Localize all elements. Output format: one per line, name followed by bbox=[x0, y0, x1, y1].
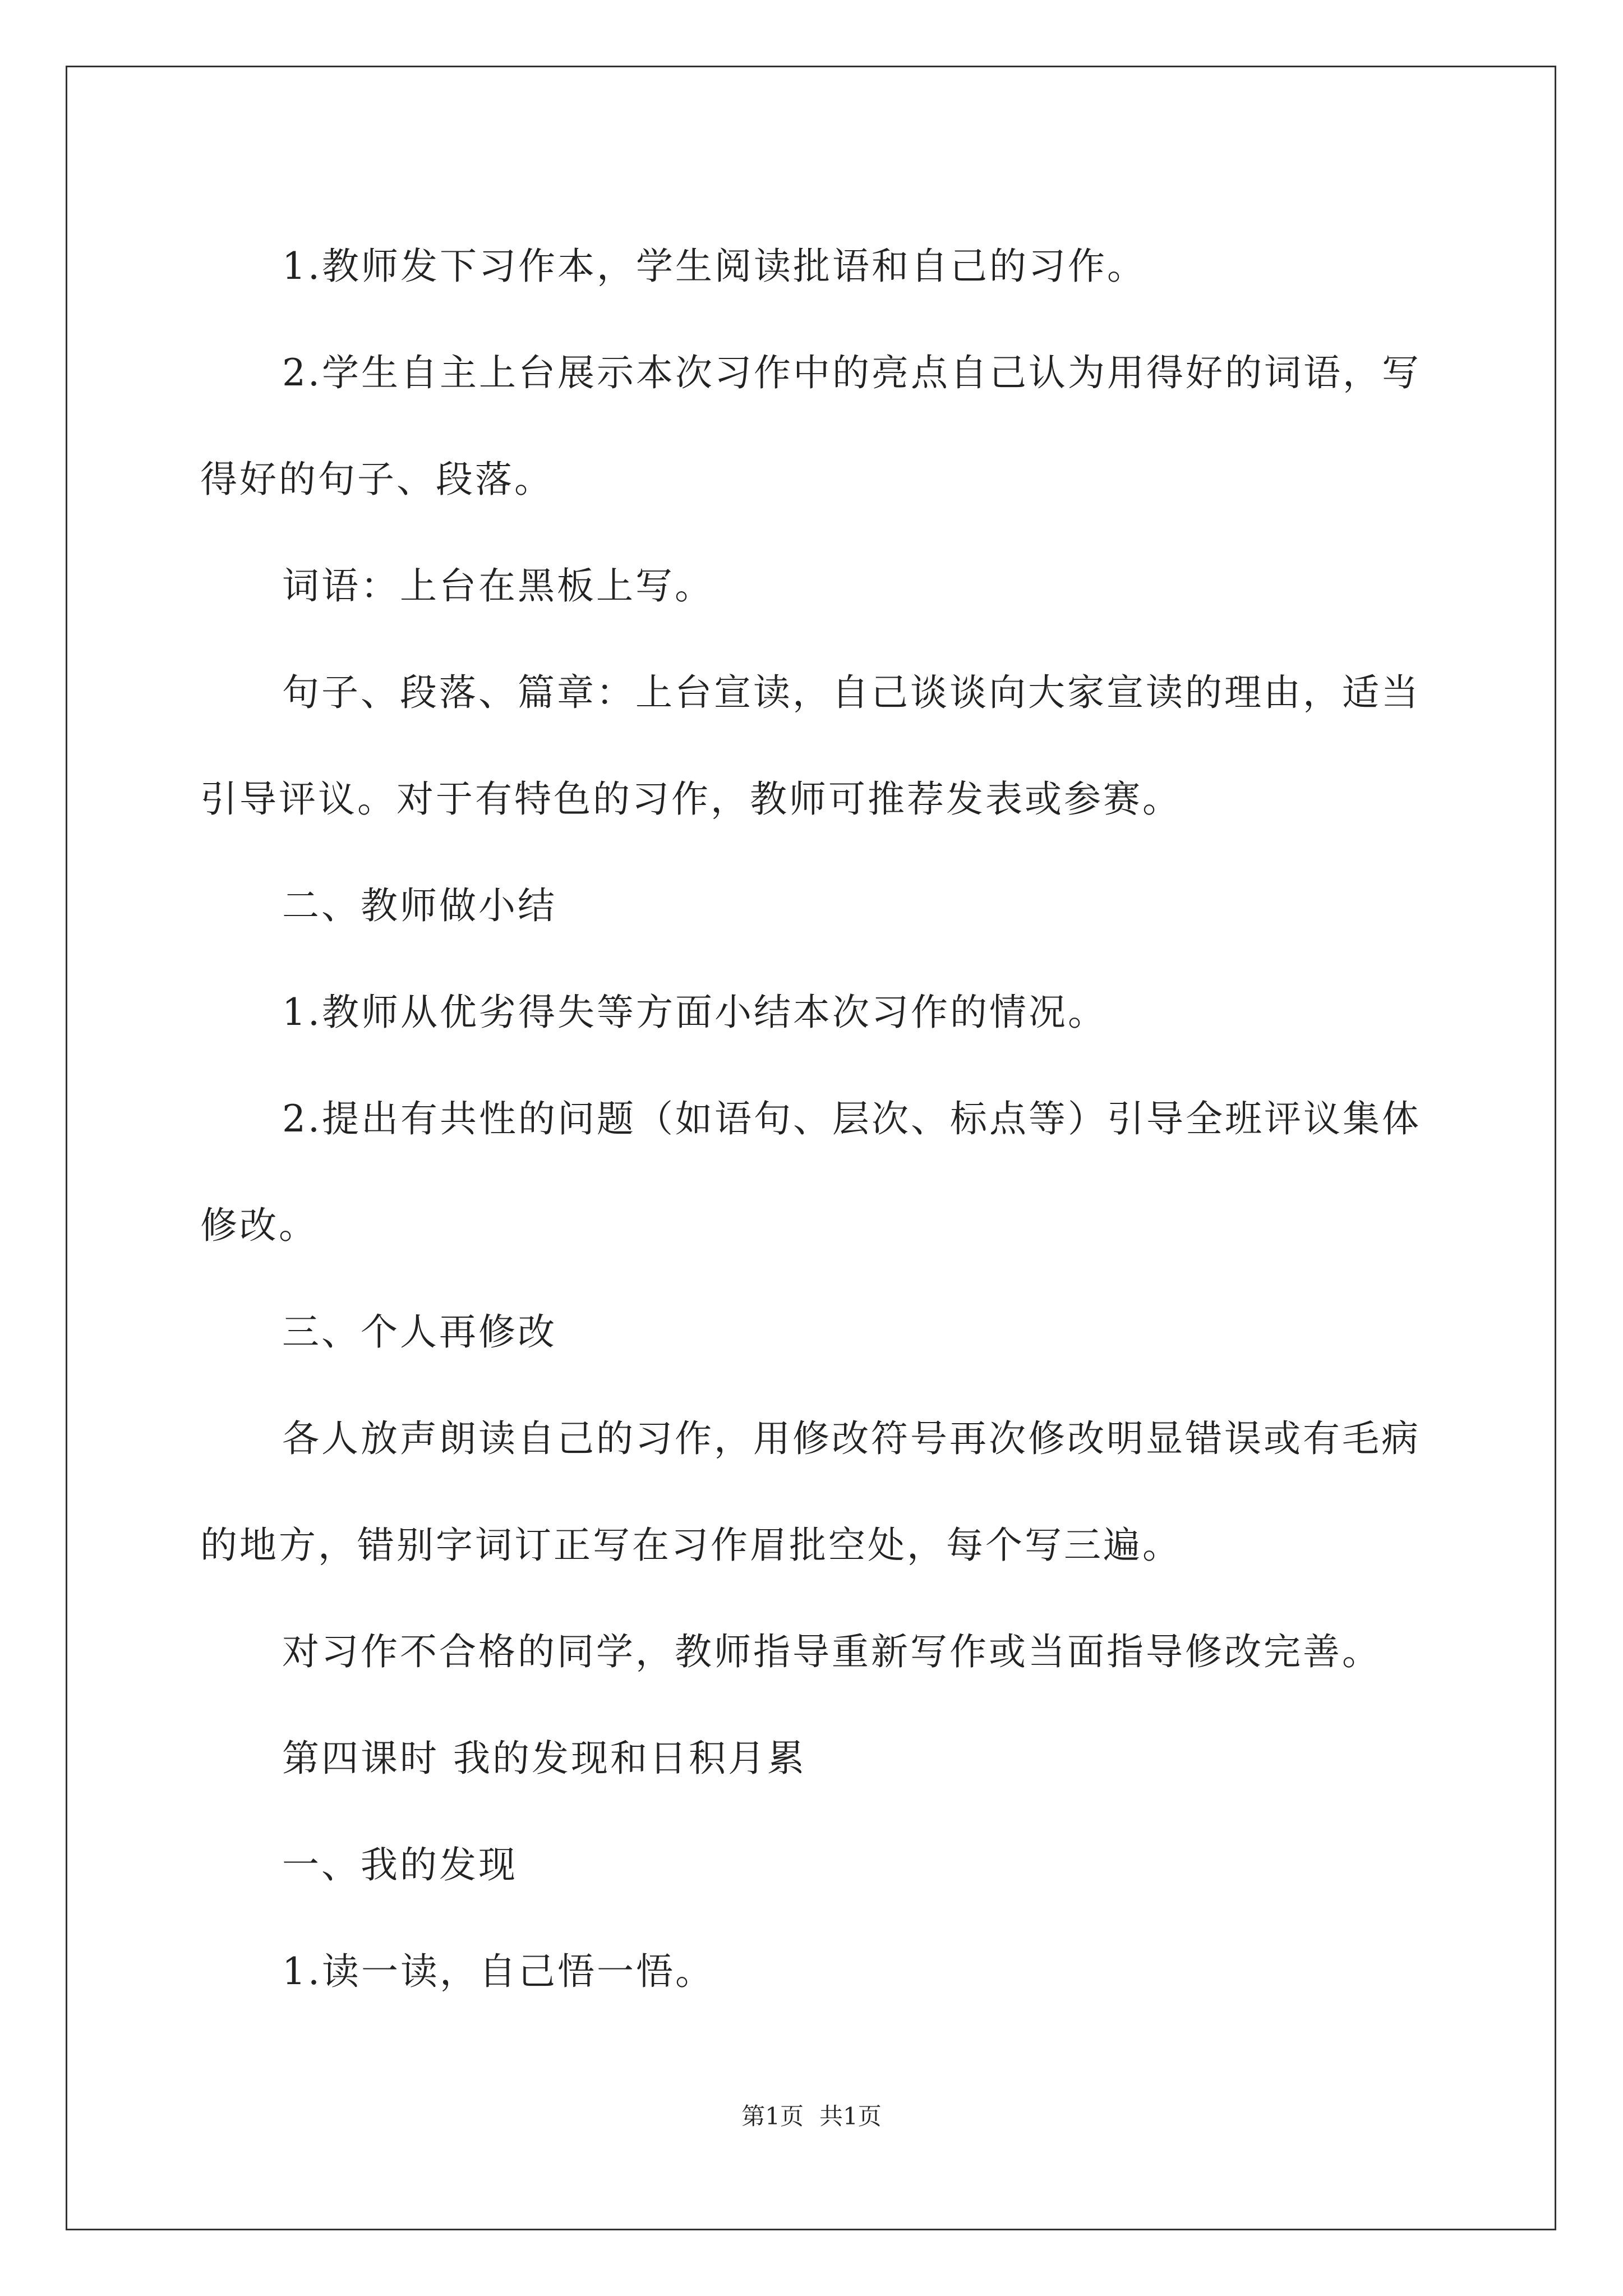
paragraph: 对习作不合格的同学，教师指导重新写作或当面指导修改完善。 bbox=[282, 1630, 1381, 1673]
section-heading: 一、我的发现 bbox=[282, 1843, 518, 1887]
section-heading: 二、教师做小结 bbox=[282, 884, 557, 927]
page-footer bbox=[0, 2098, 1623, 2132]
paragraph: 1.教师发下习作本，学生阅读批语和自己的习作。 bbox=[282, 245, 1146, 288]
document-body bbox=[200, 213, 1426, 2025]
paragraph: 2.提出有共性的问题（如语句、层次、标点等）引导全班评议集体修改。 bbox=[200, 1097, 1421, 1247]
section-heading: 三、个人再修改 bbox=[282, 1310, 557, 1354]
lesson-heading: 第四课时 我的发现和日积月累 bbox=[282, 1737, 806, 1780]
paragraph: 1.读一读，自己悟一悟。 bbox=[282, 1950, 714, 1993]
paragraph: 各人放声朗读自己的习作，用修改符号再次修改明显错误或有毛病的地方，错别字词订正写在习作眉批空处，每个写三遍。 bbox=[200, 1417, 1421, 1567]
page-total: 共1页 bbox=[819, 2102, 882, 2130]
paragraph: 1.教师从优劣得失等方面小结本次习作的情况。 bbox=[282, 991, 1107, 1034]
paragraph: 句子、段落、篇章：上台宣读，自己谈谈向大家宣读的理由，适当引导评议。对于有特色的习作，教师可推荐发表或参赛。 bbox=[200, 671, 1421, 821]
paragraph: 2.学生自主上台展示本次习作中的亮点自己认为用得好的词语，写得好的句子、段落。 bbox=[200, 351, 1421, 501]
page-number: 第1页 bbox=[741, 2102, 804, 2130]
paragraph: 词语：上台在黑板上写。 bbox=[282, 564, 714, 608]
